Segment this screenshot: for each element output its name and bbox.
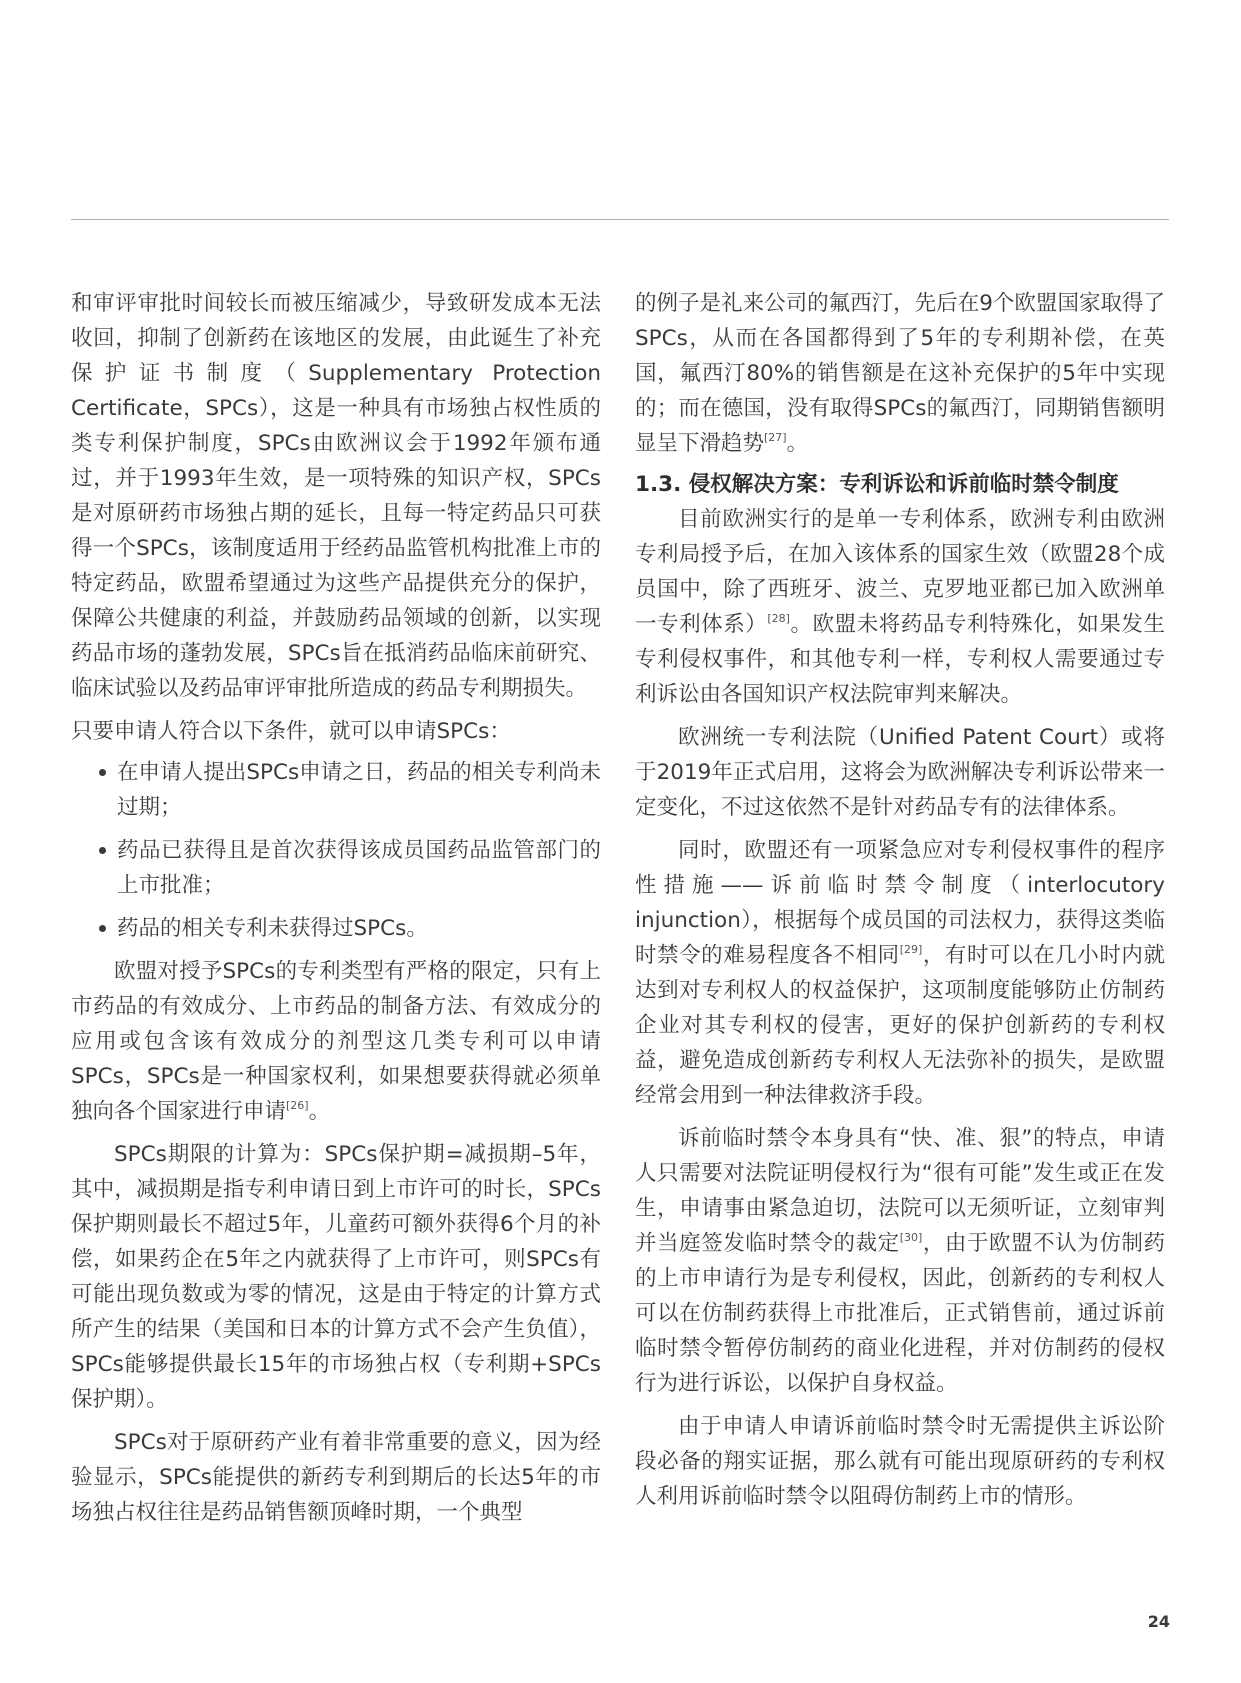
paragraph-text: 同时，欧盟还有一项紧急应对专利侵权事件的程序性措施——诉前临时禁令制度（interlocutory injunction），根据每个成员国的司法权力，获得这类临时禁令的难易程度各不相同 bbox=[635, 838, 1165, 968]
paragraph bbox=[635, 833, 1165, 1113]
paragraph: 欧洲统一专利法院（Unified Patent Court）或将于2019年正式启用，这将会为欧洲解决专利诉讼带来一定变化，不过这依然不是针对药品专有的法律体系。 bbox=[635, 725, 1165, 820]
paragraph bbox=[635, 1121, 1165, 1401]
citation-ref: [29] bbox=[899, 943, 923, 956]
paragraph-text: 的例子是礼来公司的氟西汀，先后在9个欧盟国家取得了SPCs，从而在各国都得到了5年的专利期补偿，在英国，氟西汀80%的销售额是在这补充保护的5年中实现的；而在德国，没有取得SPCs的氟西汀，同期销售额明显呈下滑趋势 bbox=[635, 291, 1165, 456]
paragraph: SPCs期限的计算为：SPCs保护期=减损期–5年，其中，减损期是指专利申请日到上市许可的时长，SPCs保护期则最长不超过5年，儿童药可额外获得6个月的补偿，如果药企在5年之内就获得了上市许可，则SPCs有可能出现负数或为零的情况，这是由于特定的计算方式所产生的结果（美国和日本的计算方式不会产生负值），SPCs能够提供最长15年的市场独占权（专利期+SPCs保护期）。 bbox=[71, 1142, 601, 1412]
conditions-list bbox=[71, 755, 601, 946]
citation-ref: [28] bbox=[767, 612, 790, 625]
paragraph bbox=[71, 954, 601, 1129]
citation-ref: [30] bbox=[899, 1231, 923, 1244]
paragraph bbox=[635, 286, 1165, 461]
paragraph bbox=[635, 502, 1165, 712]
paragraph-text: 欧盟对授予SPCs的专利类型有严格的限定，只有上市药品的有效成分、上市药品的制备方法、有效成分的应用或包含该有效成分的剂型这几类专利可以申请SPCs，SPCs是一种国家权利，如果想要获得就必须单独向各个国家进行申请 bbox=[71, 959, 601, 1124]
list-item: 在申请人提出SPCs申请之日，药品的相关专利尚未过期； bbox=[71, 755, 601, 825]
paragraph: 由于申请人申请诉前临时禁令时无需提供主诉讼阶段必备的翔实证据，那么就有可能出现原研药的专利权人利用诉前临时禁令以阻碍仿制药上市的情形。 bbox=[635, 1414, 1165, 1509]
right-column bbox=[635, 286, 1165, 1514]
section-heading: 1.3. 侵权解决方案：专利诉讼和诉前临时禁令制度 bbox=[635, 472, 1119, 497]
page-number: 24 bbox=[1147, 1612, 1170, 1631]
paragraph-text: 。 bbox=[786, 431, 809, 456]
header-rule bbox=[71, 219, 1169, 220]
paragraph: 只要申请人符合以下条件，就可以申请SPCs： bbox=[71, 719, 511, 744]
paragraph-text: 目前欧洲实行的是单一专利体系，欧洲专利由欧洲专利局授予后，在加入该体系的国家生效（欧盟28个成员国中，除了西班牙、波兰、克罗地亚都已加入欧洲单一专利体系） bbox=[635, 507, 1165, 637]
citation-ref: [26] bbox=[286, 1099, 309, 1112]
paragraph-text: 诉前临时禁令本身具有“快、准、狠”的特点，申请人只需要对法院证明侵权行为“很有可能”发生或正在发生，申请事由紧急迫切，法院可以无须听证，立刻审判并当庭签发临时禁令的裁定 bbox=[635, 1126, 1165, 1256]
paragraph-text: ，有时可以在几小时内就达到对专利权人的权益保护，这项制度能够防止仿制药企业对其专利权的侵害，更好的保护创新药的专利权益，避免造成创新药专利权人无法弥补的损失，是欧盟经常会用到一种法律救济手段。 bbox=[635, 943, 1165, 1108]
paragraph-text: ，由于欧盟不认为仿制药的上市申请行为是专利侵权，因此，创新药的专利权人可以在仿制药获得上市批准后，正式销售前，通过诉前临时禁令暂停仿制药的商业化进程，并对仿制药的侵权行为进行诉讼，以保护自身权益。 bbox=[635, 1231, 1165, 1396]
paragraph-text: 。 bbox=[308, 1099, 331, 1124]
paragraph: 和审评审批时间较长而被压缩减少，导致研发成本无法收回，抑制了创新药在该地区的发展，由此诞生了补充保护证书制度（Supplementary Protection Certificate，SPCs），这是一种具有市场独占权性质的类专利保护制度，SPCs由欧洲议会于1992年颁布通过，并于1993年生效，是一项特殊的知识产权，SPCs是对原研药市场独占期的延长，且每一特定药品只可获得一个SPCs，该制度适用于经药品监管机构批准上市的特定药品，欧盟希望通过为这些产品提供充分的保护，保障公共健康的利益，并鼓励药品领域的创新，以实现药品市场的蓬勃发展，SPCs旨在抵消药品临床前研究、临床试验以及药品审评审批所造成的药品专利期损失。 bbox=[71, 291, 601, 701]
list-item: 药品的相关专利未获得过SPCs。 bbox=[71, 911, 601, 946]
citation-ref: [27] bbox=[764, 431, 787, 444]
paragraph-text: 。欧盟未将药品专利特殊化，如果发生专利侵权事件，和其他专利一样，专利权人需要通过专利诉讼由各国知识产权法院审判来解决。 bbox=[635, 612, 1165, 707]
paragraph: SPCs对于原研药产业有着非常重要的意义，因为经验显示，SPCs能提供的新药专利到期后的长达5年的市场独占权往往是药品销售额顶峰时期，一个典型 bbox=[71, 1430, 601, 1525]
left-column bbox=[71, 286, 601, 1530]
list-item: 药品已获得且是首次获得该成员国药品监管部门的上市批准； bbox=[71, 833, 601, 903]
